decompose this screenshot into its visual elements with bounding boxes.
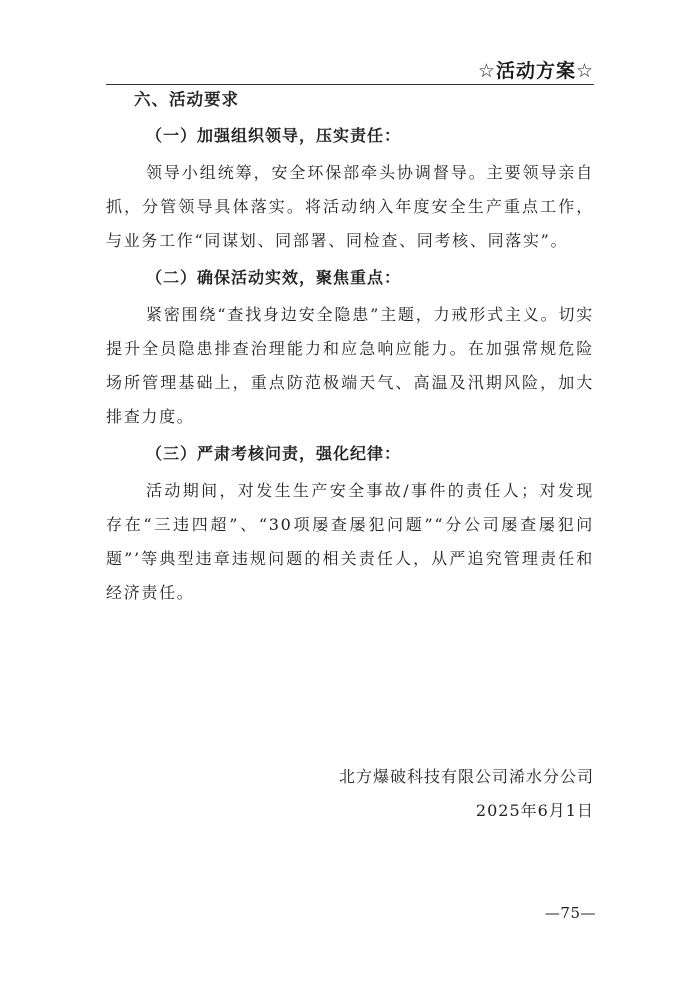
page-number: —75— (544, 904, 596, 922)
subsection-2-paragraph: 紧密围绕“查找身边安全隐患”主题，力戒形式主义。切实提升全员隐患排查治理能力和应急响应能力。在加强常规危险场所管理基础上，重点防范极端天气、高温及汛期风险，加大排查力度。 (106, 305, 594, 426)
subsection-3-paragraph: 活动期间，对发生生产安全事故/事件的责任人；对发现存在“三违四超”、“30项屡查屡犯问题”“分公司屡查屡犯问题”’等典型违章违规问题的相关责任人，从严追究管理责任和经济责任。 (106, 481, 594, 602)
document-body (106, 86, 594, 616)
section-heading: 六、活动要求 (134, 90, 239, 109)
document-header-title: ☆活动方案☆ (477, 60, 594, 82)
signature-organization: 北方爆破科技有限公司浠水分公司 (338, 767, 594, 786)
subsection-1-heading: （一）加强组织领导，压实责任： (146, 126, 402, 145)
subsection-1-paragraph: 领导小组统筹，安全环保部牵头协调督导。主要领导亲自抓，分管领导具体落实。将活动纳入年度安全生产重点工作，与业务工作“同谋划、同部署、同检查、同考核、同落实”。 (106, 163, 594, 250)
signature-block (339, 760, 594, 828)
signature-date: 2025年6月1日 (475, 801, 594, 820)
subsection-3-heading: （三）严肃考核问责，强化纪律： (146, 444, 402, 463)
header-divider (106, 84, 594, 85)
subsection-2-heading: （二）确保活动实效，聚焦重点： (146, 268, 402, 287)
